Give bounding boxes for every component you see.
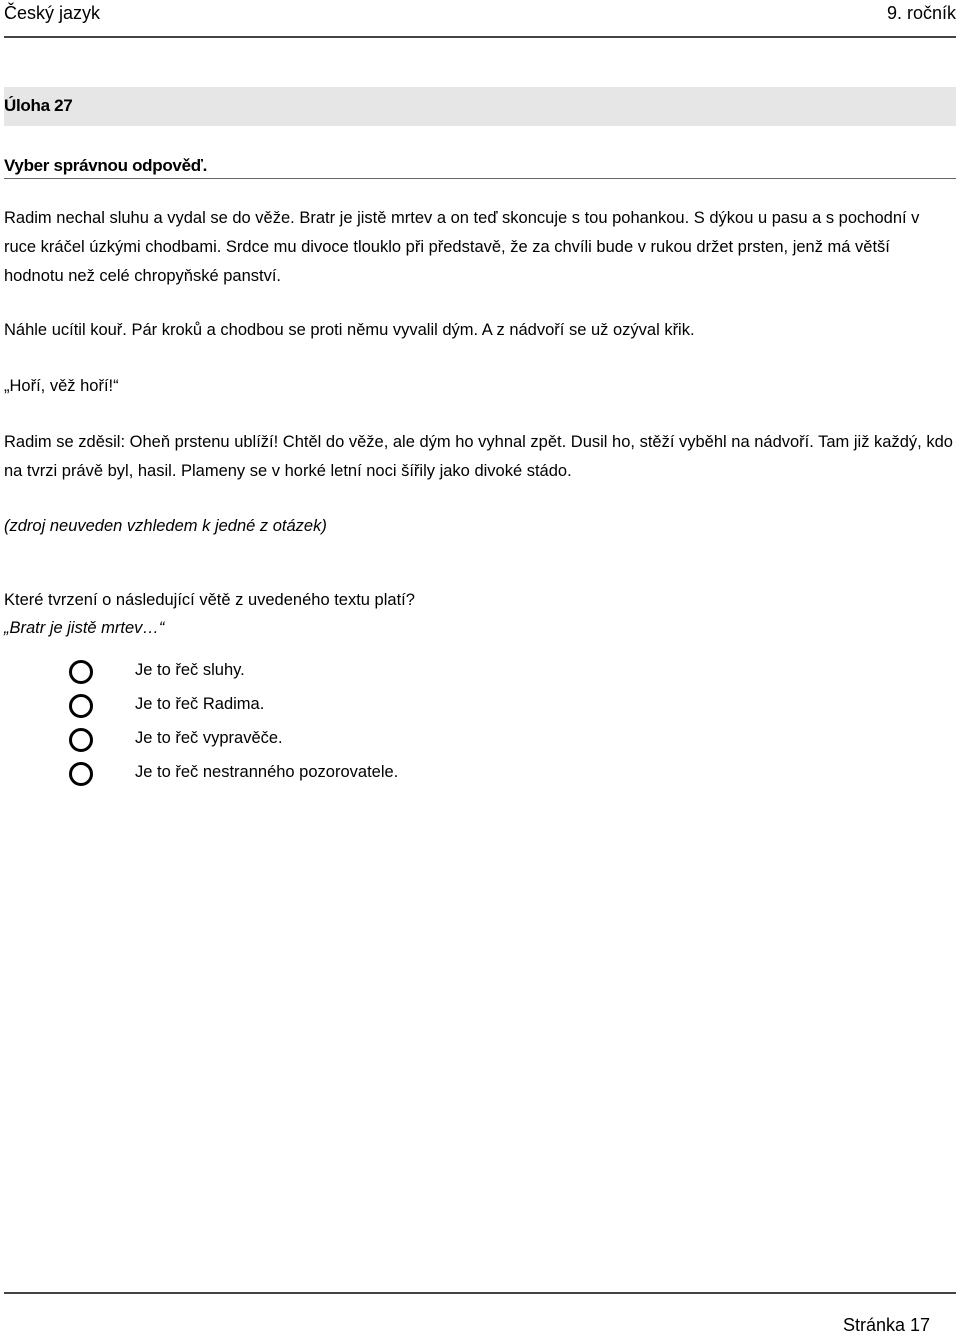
answer-option-label: Je to řeč Radima. xyxy=(135,695,265,713)
question-quote: „Bratr je jistě mrtev…“ xyxy=(4,619,165,637)
answer-option-a[interactable] xyxy=(66,658,766,692)
radio-button-icon[interactable] xyxy=(69,660,93,684)
answer-options xyxy=(66,658,766,794)
answer-option-label: Je to řeč nestranného pozorovatele. xyxy=(135,763,399,781)
task-title: Úloha 27 xyxy=(4,96,73,115)
page-header xyxy=(0,0,960,40)
passage-paragraph-2: Náhle ucítil kouř. Pár kroků a chodbou se proti němu vyvalil dým. A z nádvoří se už ozýval křik. xyxy=(4,321,695,339)
answer-option-label: Je to řeč sluhy. xyxy=(135,661,245,679)
task-title-bar xyxy=(4,87,956,126)
instruction-divider xyxy=(4,178,956,179)
task-instruction: Vyber správnou odpověď. xyxy=(4,156,208,175)
answer-option-label: Je to řeč vypravěče. xyxy=(135,729,283,747)
page-number: Stránka 17 xyxy=(842,1315,930,1335)
passage-paragraph-1: Radim nechal sluhu a vydal se do věže. Bratr je jistě mrtev a on teď skoncuje s tou pohankou. S dýkou u pasu a s pochodní v ruce kráčel úzkými chodbami. Srdce mu divoce tlouklo při představě, že za chvíli bude v rukou držet prsten, jenž má větší hodnotu než celé chropyňské panství. xyxy=(4,209,920,285)
radio-button-icon[interactable] xyxy=(69,694,93,718)
subject-title: Český jazyk xyxy=(4,3,101,23)
radio-button-icon[interactable] xyxy=(69,728,93,752)
answer-option-c[interactable] xyxy=(66,726,766,760)
grade-label: 9. ročník xyxy=(886,3,956,23)
header-divider xyxy=(4,36,956,38)
passage-paragraph-4: Radim se zděsil: Oheň prstenu ublíží! Chtěl do věže, ale dým ho vyhnal zpět. Dusil ho, stěží vyběhl na nádvoří. Tam již každý, kdo na tvrzi právě byl, hasil. Plameny se v horké letní noci šířily jako divoké stádo. xyxy=(4,433,953,480)
passage-paragraph-3: „Hoří, věž hoří!“ xyxy=(4,377,119,395)
answer-option-d[interactable] xyxy=(66,760,766,794)
footer-divider xyxy=(4,1292,956,1294)
question-text: Které tvrzení o následující větě z uvedeného textu platí? xyxy=(4,591,415,609)
radio-button-icon[interactable] xyxy=(69,762,93,786)
passage-source-note: (zdroj neuveden vzhledem k jedné z otázek) xyxy=(4,517,327,535)
answer-option-b[interactable] xyxy=(66,692,766,726)
